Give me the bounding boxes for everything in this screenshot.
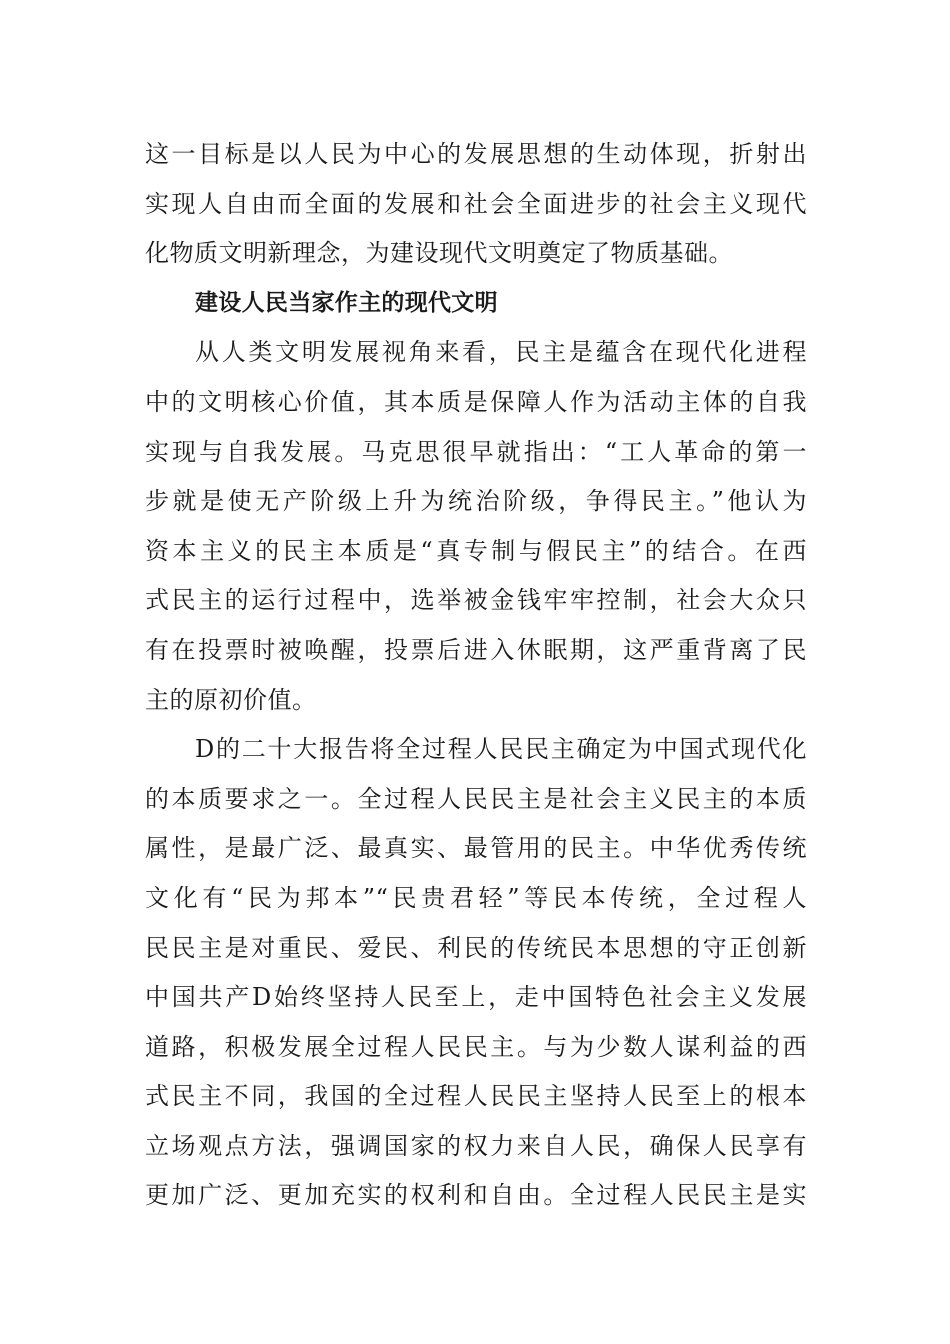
text-line: 文化有“民为邦本”“民贵君轻”等民本传统，全过程人 [145,883,807,912]
text-line: 主的原初价值。 [145,685,317,714]
text-line: 化物质文明新理念，为建设现代文明奠定了物质基础。 [145,239,733,268]
text-line: 民民主是对重民、爱民、利民的传统民本思想的守正创新 [145,933,807,962]
text-line: 从人类文明发展视角来看，民主是蕴含在现代化进程 [195,338,807,367]
text-line: 式民主的运行过程中，选举被金钱牢牢控制，社会大众只 [145,586,807,615]
section-heading: 建设人民当家作主的现代文明 [195,289,498,316]
text-line: 中的文明核心价值，其本质是保障人作为活动主体的自我 [145,387,807,416]
text-line: 更加广泛、更加充实的权利和自由。全过程人民民主是实 [145,1181,807,1210]
text-line: 资本主义的民主本质是“真专制与假民主”的结合。在西 [145,536,807,565]
intro-paragraph [145,130,807,279]
text-line: 实现人自由而全面的发展和社会全面进步的社会主义现代 [145,189,807,218]
document-body [145,130,807,1221]
text-line: 式民主不同，我国的全过程人民民主坚持人民至上的根本 [145,1082,807,1111]
text-line: 的本质要求之一。全过程人民民主是社会主义民主的本质 [145,784,807,813]
text-line: 步就是使无产阶级上升为统治阶级，争得民主。”他认为 [145,487,807,516]
text-line: 属性，是最广泛、最真实、最管用的民主。中华优秀传统 [145,834,807,863]
paragraph-democracy-perspective [145,328,807,725]
text-line: 这一目标是以人民为中心的发展思想的生动体现，折射出 [145,140,807,168]
text-line: 实现与自我发展。马克思很早就指出：“工人革命的第一 [145,437,807,466]
text-line: 有在投票时被唤醒，投票后进入休眠期，这严重背离了民 [145,635,807,664]
paragraph-whole-process-democracy [145,725,807,1221]
text-line: D的二十大报告将全过程人民民主确定为中国式现代化 [195,735,807,764]
text-line: 立场观点方法，强调国家的权力来自人民，确保人民享有 [145,1131,807,1160]
text-line: 中国共产D始终坚持人民至上，走中国特色社会主义发展 [145,983,807,1012]
text-line: 道路，积极发展全过程人民民主。与为少数人谋利益的西 [145,1032,807,1061]
